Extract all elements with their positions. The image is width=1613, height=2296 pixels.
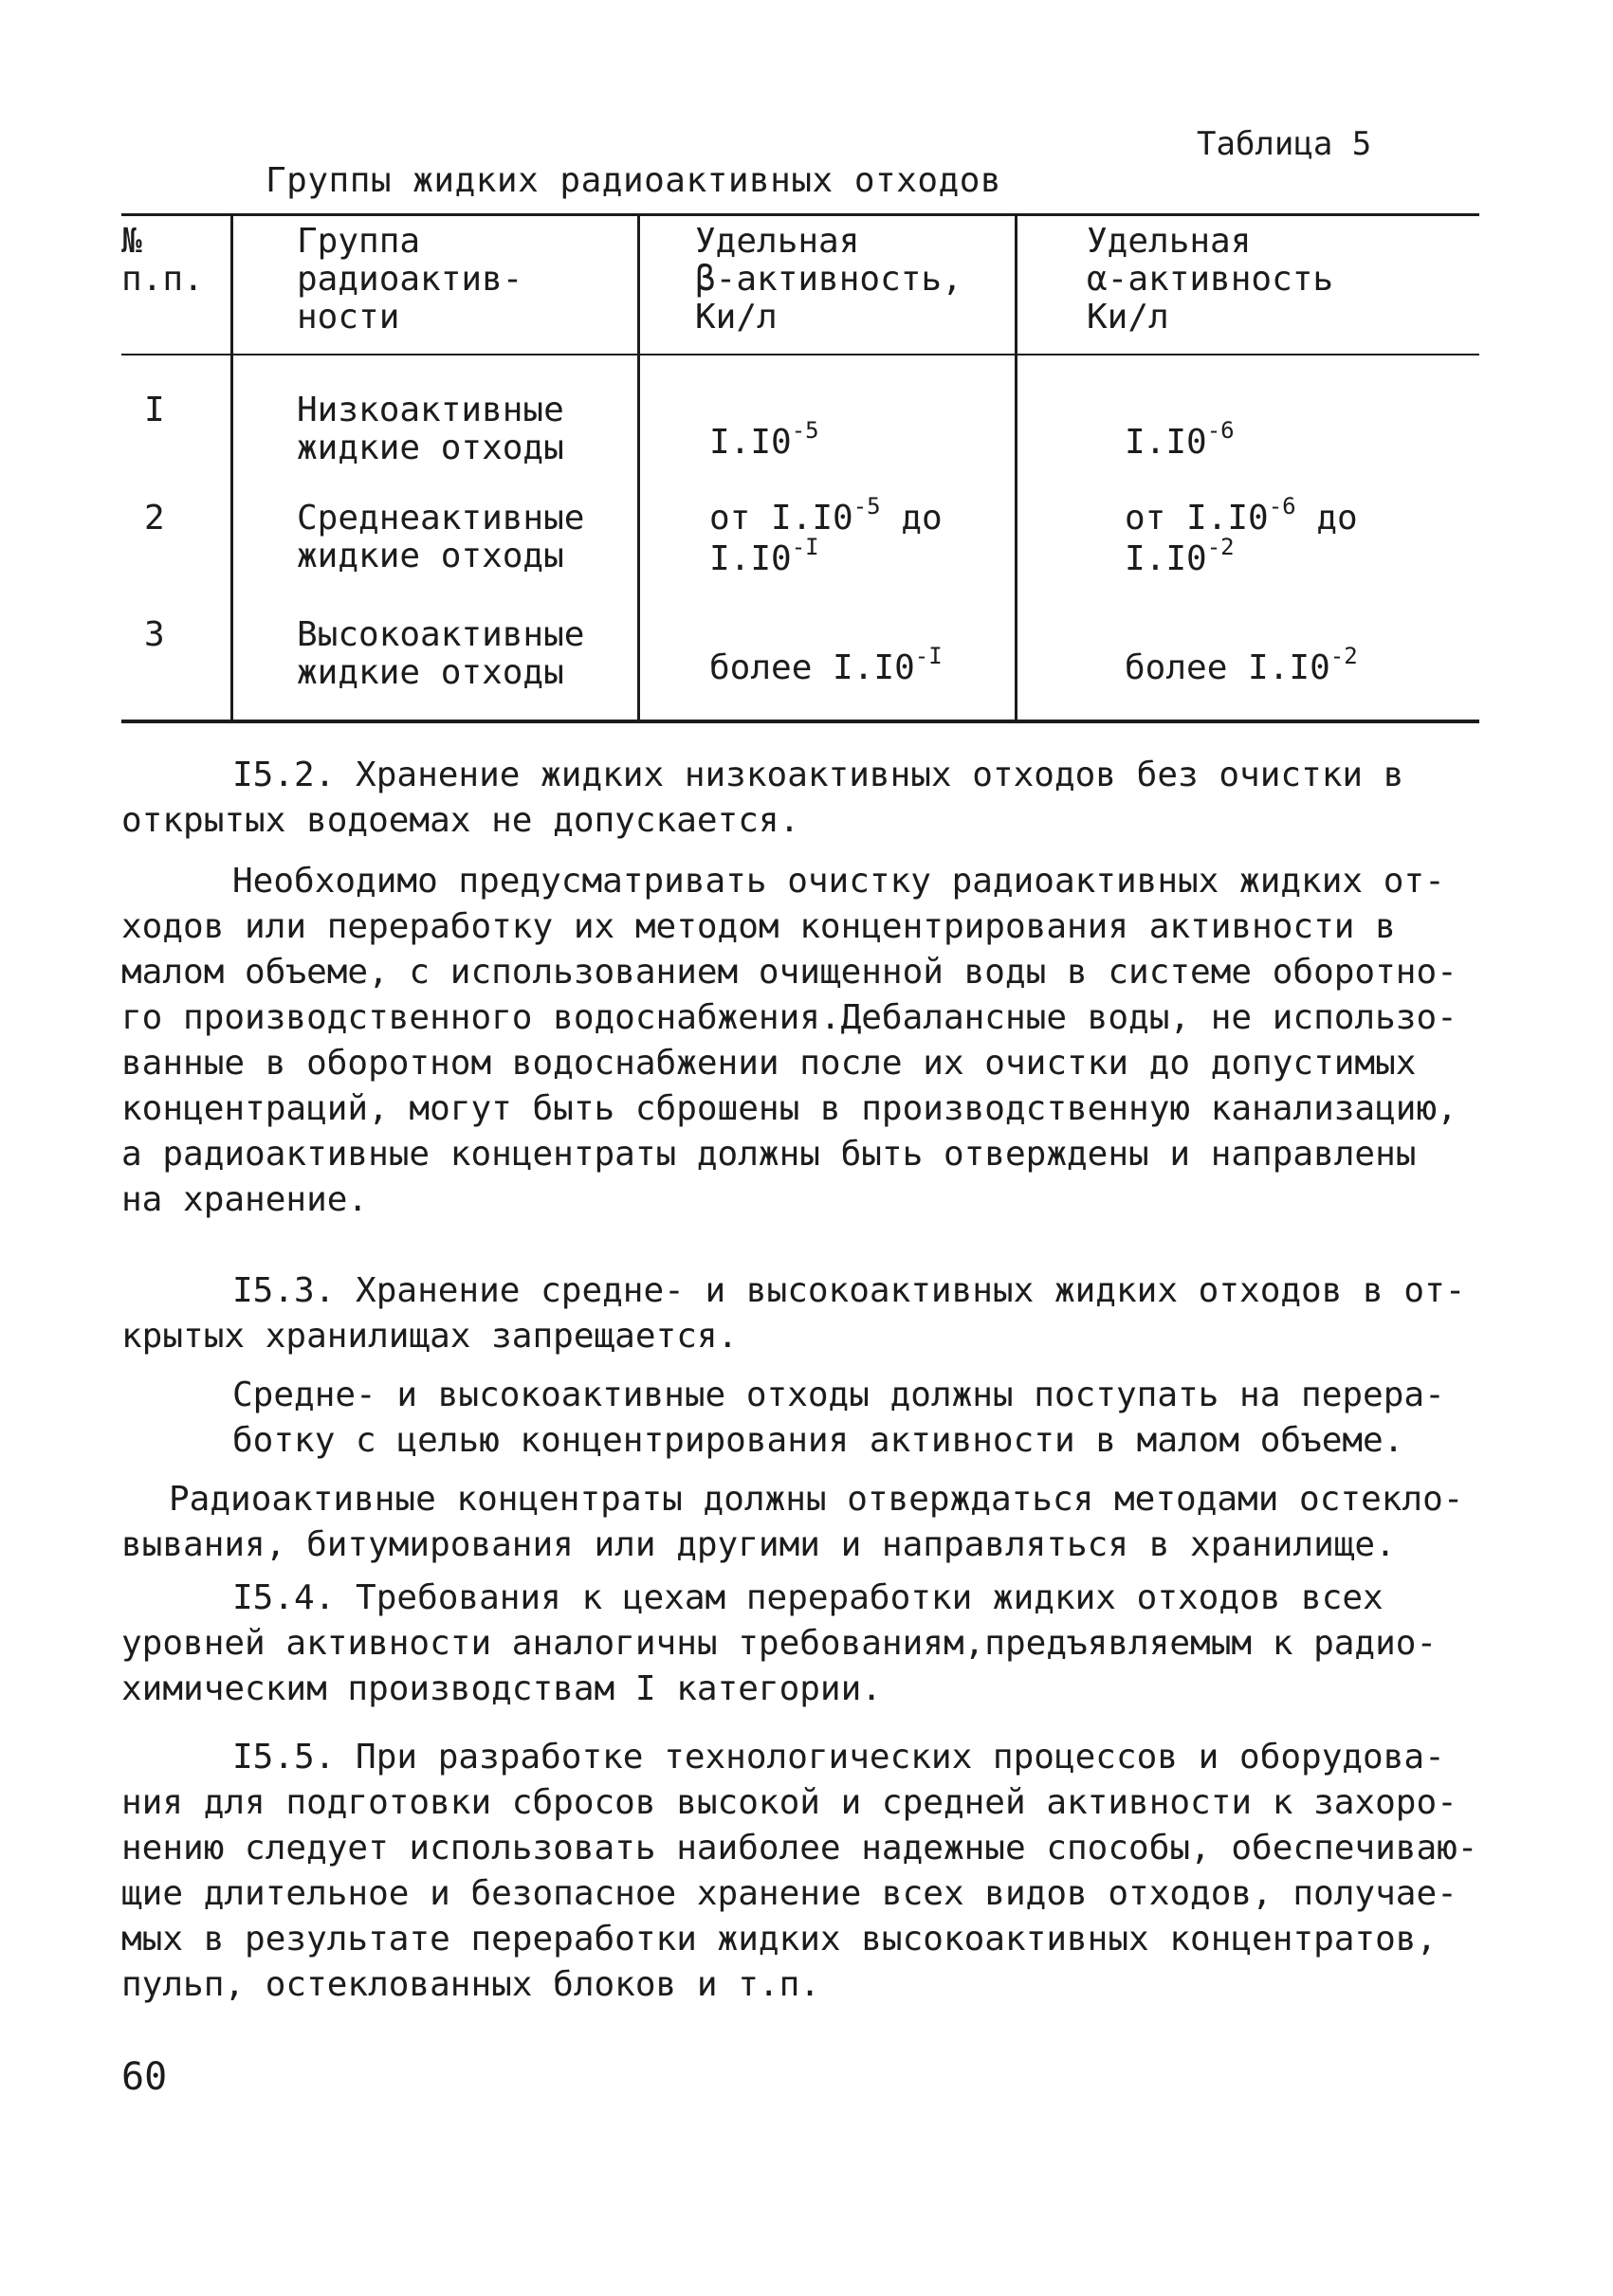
table-bottom-rule <box>121 720 1479 723</box>
paragraph-15-5: I5.5. При разработке технологических процессов и оборудова- ния для подготовки сбросов высокой и средней активности к захоро- нению следует использовать наиболее надежные способы, обеспечиваю- щие длительное и безопасное хранение всех видов отходов, получае- мых в результате переработки жидких высокоактивных концентратов, пульп, остеклованных блоков и т.п. <box>121 1738 1478 2004</box>
row-1-number: I <box>144 391 165 429</box>
row-1-group: Низкоактивные жидкие отходы <box>297 391 564 467</box>
row-2-beta: от $I.I0^{-5}$ до $I.I0^{-I}$ <box>709 493 943 578</box>
header-number: № п.п. <box>121 222 204 299</box>
row-1-beta: $I.I0^{-5}$ <box>709 417 819 462</box>
row-2-group: Среднеактивные жидкие отходы <box>297 499 585 575</box>
header-beta-activity: Удельная β-активность, Ки/л <box>695 222 962 337</box>
table-title: Группы жидких радиоактивных отходов <box>266 161 1002 200</box>
row-3-beta: более $I.I0^{-I}$ <box>709 643 943 687</box>
paragraph-15-3: I5.3. Хранение средне- и высокоактивных жидких отходов в от- крытых хранилищах запрещается. <box>121 1271 1466 1356</box>
table-column-divider <box>637 213 640 723</box>
row-3-group: Высокоактивные жидкие отходы <box>297 615 585 692</box>
table-top-rule <box>121 213 1479 216</box>
radioactive-waste-table <box>121 213 1479 723</box>
row-1-alpha: $I.I0^{-6}$ <box>1125 417 1235 462</box>
row-3-number: 3 <box>144 615 165 654</box>
paragraph-concentrates: Радиоактивные концентраты должны отверждаться методами остекло- вывания, битумирования или другими и направляться в хранилище. <box>121 1480 1464 1564</box>
paragraph-15-2: I5.2. Хранение жидких низкоактивных отходов без очистки в открытых водоемах не допускается. <box>121 756 1404 840</box>
header-group: Группа радиоактив- ности <box>297 222 523 337</box>
row-2-alpha: от $I.I0^{-6}$ до $I.I0^{-2}$ <box>1125 493 1358 578</box>
paragraph-15-4: I5.4. Требования к цехам переработки жидких отходов всех уровней активности аналогичны требованиям,предъявляемым к радио- химическим производствам I категории. <box>121 1578 1438 1708</box>
table-column-divider <box>230 213 233 723</box>
paragraph-processing: Средне- и высокоактивные отходы должны поступать на перера- ботку с целью концентрирования активности в малом объеме. <box>232 1376 1445 1460</box>
row-2-number: 2 <box>144 499 165 538</box>
page-number: 60 <box>121 2055 168 2099</box>
row-3-alpha: более $I.I0^{-2}$ <box>1125 643 1358 687</box>
table-label: Таблица 5 <box>1197 125 1372 163</box>
header-alpha-activity: Удельная α-активность Ки/л <box>1087 222 1334 337</box>
table-header-rule <box>121 354 1479 355</box>
paragraph-purification: Необходимо предусматривать очистку радиоактивных жидких от- ходов или переработку их методом концентрирования активности в малом объеме, с использованием очищенной воды в системе оборотно- го производственного водоснабжения.Дебалансные воды, не использо- ванные в оборотном водоснабжении после их очистки до допустимых концентраций, могут быть сброшены в производственную канализацию, а радиоактивные концентраты должны быть отверждены и направлены на хранение. <box>121 862 1457 1219</box>
table-column-divider <box>1015 213 1017 723</box>
